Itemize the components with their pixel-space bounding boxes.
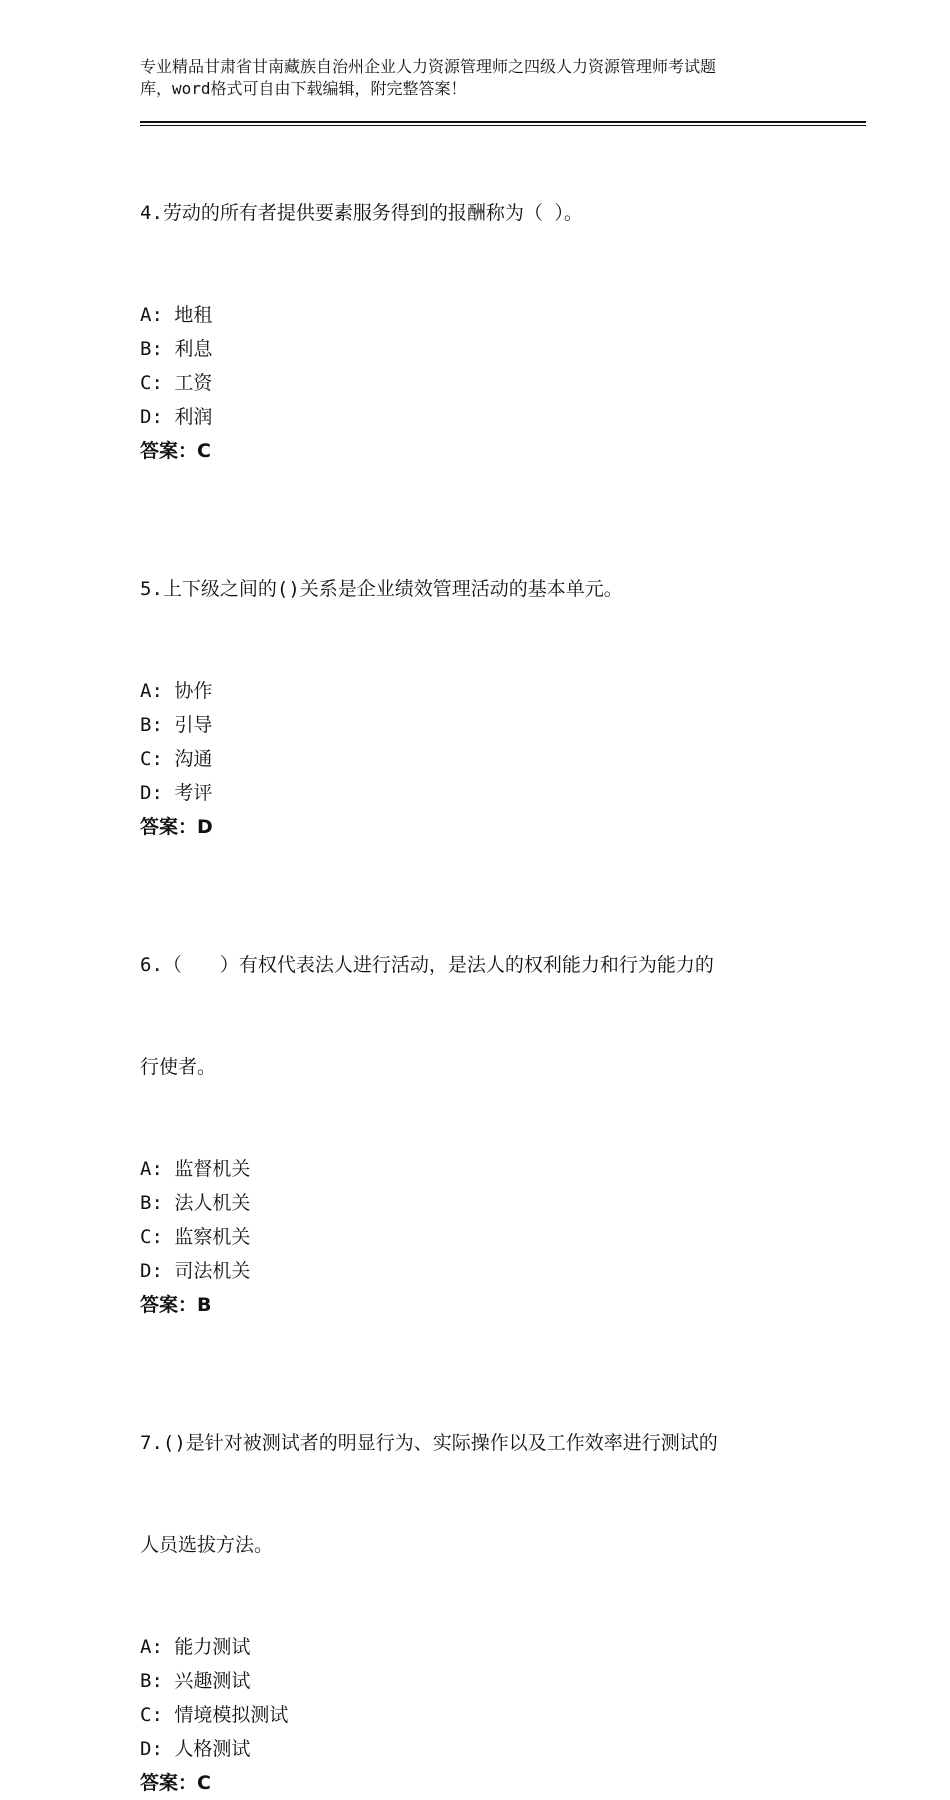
question-text-line: 5.上下级之间的()关系是企业绩效管理活动的基本单元。 bbox=[140, 578, 623, 600]
option-b: B: 利息 bbox=[140, 338, 213, 360]
option-b: B: 引导 bbox=[140, 714, 213, 736]
header-divider-thick bbox=[140, 121, 866, 123]
question-gap bbox=[140, 844, 840, 880]
option-c: C: 监察机关 bbox=[140, 1226, 251, 1248]
question-5 bbox=[140, 504, 840, 844]
question-text bbox=[140, 128, 840, 298]
question-text bbox=[140, 1358, 840, 1630]
question-text-line: 人员选拔方法。 bbox=[140, 1534, 274, 1556]
option-b: B: 法人机关 bbox=[140, 1192, 251, 1214]
option-c: C: 情境模拟测试 bbox=[140, 1704, 289, 1726]
question-text-line: 行使者。 bbox=[140, 1056, 217, 1078]
question-7 bbox=[140, 1358, 840, 1800]
question-4 bbox=[140, 128, 840, 468]
question-text-line: 7.()是针对被测试者的明显行为、实际操作以及工作效率进行测试的 bbox=[140, 1432, 718, 1454]
option-c: C: 沟通 bbox=[140, 748, 213, 770]
header-divider-thin bbox=[140, 125, 866, 126]
answer: 答案：C bbox=[140, 1772, 211, 1794]
option-d: D: 考评 bbox=[140, 782, 213, 804]
header-line-1: 专业精品甘肃省甘南藏族自治州企业人力资源管理师之四级人力资源管理师考试题 bbox=[140, 57, 717, 76]
option-d: D: 利润 bbox=[140, 406, 213, 428]
option-a: A: 能力测试 bbox=[140, 1636, 251, 1658]
document-header bbox=[140, 56, 840, 100]
option-a: A: 监督机关 bbox=[140, 1158, 251, 1180]
question-list bbox=[140, 128, 840, 1800]
question-text-line: 4.劳动的所有者提供要素服务得到的报酬称为（ ）。 bbox=[140, 202, 583, 224]
question-gap bbox=[140, 1322, 840, 1358]
question-text bbox=[140, 880, 840, 1152]
answer: 答案：B bbox=[140, 1294, 212, 1316]
option-d: D: 司法机关 bbox=[140, 1260, 251, 1282]
header-line-2: 库，word格式可自由下载编辑，附完整答案！ bbox=[140, 79, 467, 98]
option-d: D: 人格测试 bbox=[140, 1738, 251, 1760]
option-b: B: 兴趣测试 bbox=[140, 1670, 251, 1692]
question-text bbox=[140, 504, 840, 674]
option-a: A: 协作 bbox=[140, 680, 213, 702]
answer: 答案：C bbox=[140, 440, 211, 462]
question-gap bbox=[140, 468, 840, 504]
answer: 答案：D bbox=[140, 816, 213, 838]
option-a: A: 地租 bbox=[140, 304, 213, 326]
question-text-line: 6.（ ）有权代表法人进行活动，是法人的权利能力和行为能力的 bbox=[140, 954, 714, 976]
question-6 bbox=[140, 880, 840, 1322]
option-c: C: 工资 bbox=[140, 372, 213, 394]
